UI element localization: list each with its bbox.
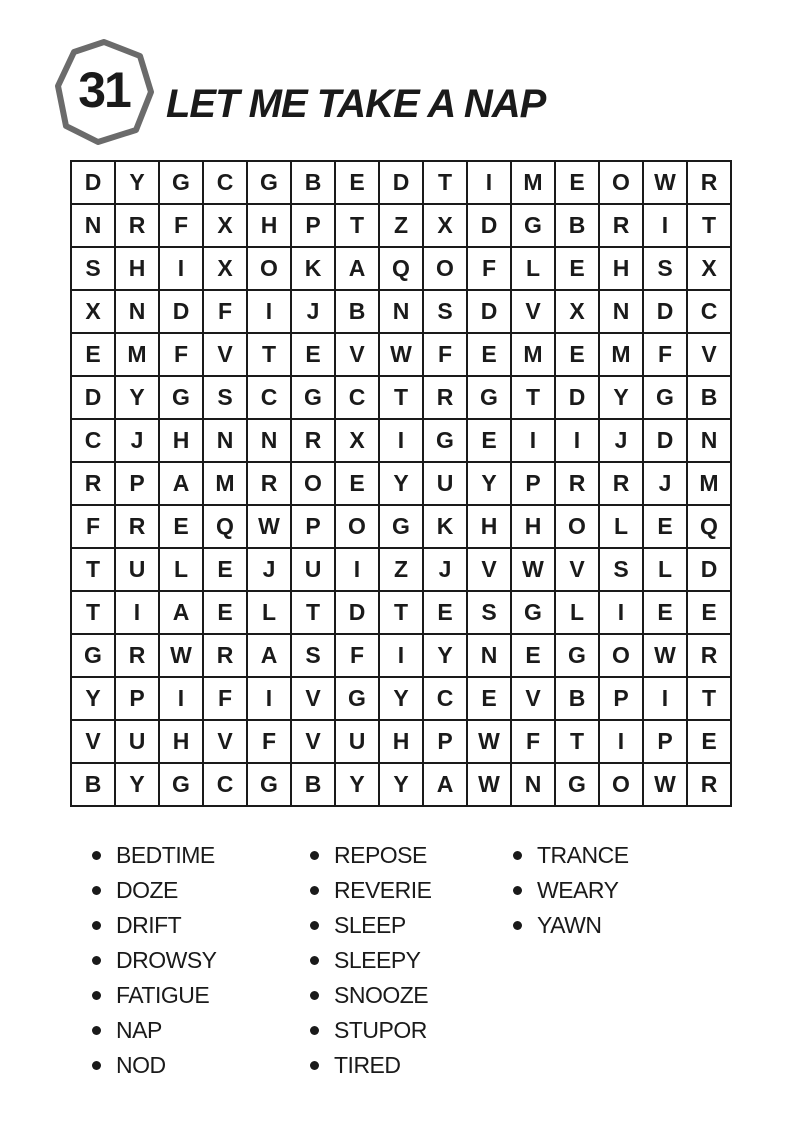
grid-cell: G: [468, 377, 512, 420]
grid-cell: T: [424, 162, 468, 205]
grid-cell: F: [204, 291, 248, 334]
word-list-item: [92, 1048, 217, 1083]
grid-cell: Z: [380, 549, 424, 592]
word-label: REPOSE: [334, 842, 427, 868]
grid-cell: Y: [116, 377, 160, 420]
word-list-item: [310, 838, 431, 873]
grid-cell: R: [116, 506, 160, 549]
grid-cell: I: [336, 549, 380, 592]
grid-cell: N: [468, 635, 512, 678]
grid-cell: L: [644, 549, 688, 592]
bullet-icon: [92, 1061, 101, 1070]
grid-cell: F: [204, 678, 248, 721]
grid-cell: C: [424, 678, 468, 721]
grid-cell: U: [336, 721, 380, 764]
grid-cell: X: [556, 291, 600, 334]
grid-cell: G: [424, 420, 468, 463]
grid-cell: I: [380, 635, 424, 678]
grid-cell: Y: [468, 463, 512, 506]
grid-cell: R: [688, 764, 732, 807]
word-list-item: [513, 838, 629, 873]
bullet-icon: [513, 921, 522, 930]
bullet-icon: [310, 921, 319, 930]
grid-cell: W: [468, 764, 512, 807]
bullet-icon: [310, 851, 319, 860]
grid-cell: F: [160, 334, 204, 377]
grid-cell: D: [556, 377, 600, 420]
grid-cell: V: [204, 721, 248, 764]
grid-cell: N: [688, 420, 732, 463]
grid-cell: R: [292, 420, 336, 463]
grid-cell: B: [336, 291, 380, 334]
bullet-icon: [513, 851, 522, 860]
grid-cell: S: [468, 592, 512, 635]
grid-cell: A: [424, 764, 468, 807]
grid-cell: G: [380, 506, 424, 549]
grid-cell: V: [512, 678, 556, 721]
grid-cell: O: [336, 506, 380, 549]
grid-cell: U: [292, 549, 336, 592]
word-list-item: [310, 873, 431, 908]
grid-cell: I: [644, 678, 688, 721]
grid-cell: P: [116, 678, 160, 721]
grid-cell: P: [292, 205, 336, 248]
grid-cell: R: [688, 162, 732, 205]
grid-cell: T: [556, 721, 600, 764]
grid-cell: G: [644, 377, 688, 420]
grid-cell: U: [116, 721, 160, 764]
grid-cell: N: [116, 291, 160, 334]
word-list-item: [92, 838, 217, 873]
grid-cell: T: [72, 549, 116, 592]
grid-cell: S: [204, 377, 248, 420]
grid-cell: H: [468, 506, 512, 549]
grid-cell: F: [248, 721, 292, 764]
grid-cell: V: [512, 291, 556, 334]
grid-cell: N: [72, 205, 116, 248]
grid-cell: X: [336, 420, 380, 463]
grid-cell: J: [644, 463, 688, 506]
word-label: YAWN: [537, 912, 602, 938]
grid-cell: E: [644, 506, 688, 549]
grid-cell: P: [424, 721, 468, 764]
grid-cell: S: [72, 248, 116, 291]
grid-cell: E: [424, 592, 468, 635]
grid-cell: H: [116, 248, 160, 291]
grid-cell: G: [160, 764, 204, 807]
grid-cell: V: [72, 721, 116, 764]
grid-cell: O: [600, 162, 644, 205]
grid-cell: D: [72, 377, 116, 420]
grid-cell: I: [468, 162, 512, 205]
bullet-icon: [92, 1026, 101, 1035]
grid-cell: D: [468, 291, 512, 334]
grid-cell: P: [644, 721, 688, 764]
grid-cell: J: [292, 291, 336, 334]
grid-cell: V: [292, 721, 336, 764]
grid-cell: E: [72, 334, 116, 377]
grid-cell: E: [556, 334, 600, 377]
grid-cell: I: [600, 721, 644, 764]
bullet-icon: [310, 956, 319, 965]
word-label: TRANCE: [537, 842, 629, 868]
bullet-icon: [310, 886, 319, 895]
grid-cell: C: [336, 377, 380, 420]
word-label: SNOOZE: [334, 982, 429, 1008]
grid-cell: W: [248, 506, 292, 549]
grid-cell: M: [688, 463, 732, 506]
grid-cell: D: [644, 420, 688, 463]
grid-cell: Y: [380, 678, 424, 721]
grid-cell: C: [72, 420, 116, 463]
word-label: DRIFT: [116, 912, 182, 938]
grid-cell: Y: [380, 764, 424, 807]
grid-cell: S: [292, 635, 336, 678]
grid-cell: D: [160, 291, 204, 334]
grid-cell: E: [512, 635, 556, 678]
word-label: DOZE: [116, 877, 178, 903]
grid-cell: F: [72, 506, 116, 549]
grid-cell: B: [292, 162, 336, 205]
grid-cell: M: [116, 334, 160, 377]
grid-cell: Y: [380, 463, 424, 506]
word-list-item: [310, 978, 431, 1013]
grid-cell: Y: [72, 678, 116, 721]
grid-cell: N: [380, 291, 424, 334]
grid-cell: W: [644, 764, 688, 807]
grid-cell: C: [204, 764, 248, 807]
grid-cell: I: [160, 678, 204, 721]
grid-cell: G: [160, 162, 204, 205]
word-list-item: [310, 1048, 431, 1083]
grid-cell: W: [512, 549, 556, 592]
word-list: [0, 838, 800, 1098]
grid-cell: G: [512, 205, 556, 248]
grid-cell: K: [424, 506, 468, 549]
grid-cell: V: [336, 334, 380, 377]
grid-cell: X: [204, 205, 248, 248]
grid-cell: W: [644, 162, 688, 205]
grid-cell: E: [336, 463, 380, 506]
grid-cell: V: [292, 678, 336, 721]
grid-cell: D: [380, 162, 424, 205]
grid-cell: X: [72, 291, 116, 334]
grid-cell: Y: [336, 764, 380, 807]
word-list-item: [513, 873, 629, 908]
grid-cell: E: [556, 162, 600, 205]
puzzle-title: LET ME TAKE A NAP: [166, 82, 546, 126]
grid-cell: V: [556, 549, 600, 592]
word-label: SLEEPY: [334, 947, 421, 973]
grid-cell: L: [556, 592, 600, 635]
grid-cell: U: [424, 463, 468, 506]
grid-cell: J: [116, 420, 160, 463]
grid-cell: Q: [688, 506, 732, 549]
grid-cell: E: [160, 506, 204, 549]
grid-cell: N: [248, 420, 292, 463]
grid-cell: S: [644, 248, 688, 291]
grid-cell: Z: [380, 205, 424, 248]
grid-cell: I: [116, 592, 160, 635]
grid-cell: H: [160, 420, 204, 463]
grid-cell: F: [160, 205, 204, 248]
grid-cell: D: [644, 291, 688, 334]
grid-cell: A: [248, 635, 292, 678]
grid-cell: P: [116, 463, 160, 506]
grid-cell: T: [512, 377, 556, 420]
grid-cell: H: [248, 205, 292, 248]
grid-cell: G: [292, 377, 336, 420]
grid-cell: R: [72, 463, 116, 506]
grid-cell: E: [204, 592, 248, 635]
grid-cell: R: [204, 635, 248, 678]
grid-cell: B: [292, 764, 336, 807]
word-list-item: [513, 908, 629, 943]
grid-cell: I: [556, 420, 600, 463]
grid-cell: E: [468, 334, 512, 377]
grid-cell: C: [688, 291, 732, 334]
word-search-grid: [70, 160, 732, 807]
grid-cell: B: [72, 764, 116, 807]
word-label: NOD: [116, 1052, 166, 1078]
grid-cell: D: [468, 205, 512, 248]
grid-cell: R: [600, 205, 644, 248]
grid-cell: E: [468, 420, 512, 463]
grid-cell: P: [512, 463, 556, 506]
grid-cell: B: [688, 377, 732, 420]
grid-cell: F: [424, 334, 468, 377]
grid-cell: E: [468, 678, 512, 721]
grid-cell: S: [424, 291, 468, 334]
bullet-icon: [310, 1026, 319, 1035]
grid-cell: E: [688, 721, 732, 764]
word-label: WEARY: [537, 877, 619, 903]
grid-cell: L: [248, 592, 292, 635]
word-list-item: [310, 908, 431, 943]
grid-cell: V: [688, 334, 732, 377]
grid-cell: G: [556, 764, 600, 807]
grid-cell: G: [336, 678, 380, 721]
grid-cell: C: [248, 377, 292, 420]
grid-cell: O: [292, 463, 336, 506]
word-label: TIRED: [334, 1052, 401, 1078]
grid-cell: E: [336, 162, 380, 205]
grid-cell: J: [424, 549, 468, 592]
grid-cell: Y: [424, 635, 468, 678]
bullet-icon: [310, 1061, 319, 1070]
grid-cell: E: [556, 248, 600, 291]
grid-cell: A: [160, 592, 204, 635]
grid-cell: I: [512, 420, 556, 463]
grid-cell: Q: [204, 506, 248, 549]
grid-cell: N: [600, 291, 644, 334]
bullet-icon: [92, 921, 101, 930]
bullet-icon: [92, 956, 101, 965]
grid-cell: F: [336, 635, 380, 678]
grid-cell: O: [248, 248, 292, 291]
grid-cell: O: [600, 635, 644, 678]
word-list-item: [310, 1013, 431, 1048]
grid-cell: B: [556, 205, 600, 248]
word-list-item: [92, 1013, 217, 1048]
grid-cell: U: [116, 549, 160, 592]
grid-cell: G: [556, 635, 600, 678]
grid-cell: T: [336, 205, 380, 248]
grid-cell: D: [72, 162, 116, 205]
grid-cell: V: [204, 334, 248, 377]
grid-cell: R: [600, 463, 644, 506]
grid-cell: M: [512, 162, 556, 205]
grid-cell: Q: [380, 248, 424, 291]
grid-cell: O: [556, 506, 600, 549]
grid-cell: R: [116, 205, 160, 248]
grid-cell: G: [512, 592, 556, 635]
bullet-icon: [513, 886, 522, 895]
grid-cell: M: [512, 334, 556, 377]
bullet-icon: [92, 886, 101, 895]
grid-cell: S: [600, 549, 644, 592]
grid-cell: I: [160, 248, 204, 291]
grid-cell: X: [424, 205, 468, 248]
grid-cell: E: [204, 549, 248, 592]
grid-cell: K: [292, 248, 336, 291]
grid-cell: H: [160, 721, 204, 764]
grid-cell: N: [204, 420, 248, 463]
grid-cell: T: [688, 205, 732, 248]
word-list-item: [310, 943, 431, 978]
grid-cell: D: [688, 549, 732, 592]
puzzle-number-badge: [54, 38, 154, 146]
grid-cell: Y: [116, 162, 160, 205]
grid-cell: I: [248, 291, 292, 334]
grid-cell: J: [600, 420, 644, 463]
word-label: DROWSY: [116, 947, 217, 973]
grid-cell: G: [248, 764, 292, 807]
bullet-icon: [310, 991, 319, 1000]
grid-cell: G: [72, 635, 116, 678]
grid-cell: D: [336, 592, 380, 635]
grid-cell: L: [600, 506, 644, 549]
word-label: BEDTIME: [116, 842, 215, 868]
grid-cell: I: [600, 592, 644, 635]
grid-cell: G: [248, 162, 292, 205]
grid-cell: R: [688, 635, 732, 678]
grid-cell: B: [556, 678, 600, 721]
grid-cell: A: [336, 248, 380, 291]
grid-cell: L: [512, 248, 556, 291]
grid-cell: P: [292, 506, 336, 549]
word-label: SLEEP: [334, 912, 406, 938]
grid-cell: T: [292, 592, 336, 635]
grid-cell: F: [512, 721, 556, 764]
grid-cell: L: [160, 549, 204, 592]
grid-cell: E: [292, 334, 336, 377]
grid-cell: H: [380, 721, 424, 764]
grid-cell: R: [116, 635, 160, 678]
word-label: NAP: [116, 1017, 162, 1043]
grid-cell: W: [468, 721, 512, 764]
puzzle-number: 31: [78, 62, 130, 118]
grid-cell: I: [644, 205, 688, 248]
grid-cell: N: [512, 764, 556, 807]
word-list-item: [92, 978, 217, 1013]
grid-cell: O: [600, 764, 644, 807]
grid-cell: E: [688, 592, 732, 635]
grid-cell: W: [160, 635, 204, 678]
grid-cell: T: [72, 592, 116, 635]
grid-cell: R: [248, 463, 292, 506]
grid-cell: H: [600, 248, 644, 291]
grid-cell: X: [204, 248, 248, 291]
grid-cell: G: [160, 377, 204, 420]
word-list-item: [92, 908, 217, 943]
grid-cell: F: [468, 248, 512, 291]
grid-cell: R: [424, 377, 468, 420]
word-label: REVERIE: [334, 877, 432, 903]
grid-cell: E: [644, 592, 688, 635]
grid-cell: Y: [116, 764, 160, 807]
grid-cell: F: [644, 334, 688, 377]
grid-cell: C: [204, 162, 248, 205]
grid-cell: V: [468, 549, 512, 592]
grid-cell: Y: [600, 377, 644, 420]
grid-cell: M: [204, 463, 248, 506]
grid-cell: X: [688, 248, 732, 291]
grid-cell: I: [380, 420, 424, 463]
grid-cell: A: [160, 463, 204, 506]
grid-cell: I: [248, 678, 292, 721]
word-list-column-2: [310, 838, 431, 1083]
grid-cell: T: [380, 377, 424, 420]
word-list-item: [92, 873, 217, 908]
word-label: FATIGUE: [116, 982, 210, 1008]
grid-cell: O: [424, 248, 468, 291]
grid-cell: T: [688, 678, 732, 721]
grid-cell: W: [644, 635, 688, 678]
grid-cell: T: [248, 334, 292, 377]
word-list-column-3: [513, 838, 629, 943]
word-list-item: [92, 943, 217, 978]
grid-cell: J: [248, 549, 292, 592]
grid-cell: R: [556, 463, 600, 506]
word-label: STUPOR: [334, 1017, 427, 1043]
grid-cell: T: [380, 592, 424, 635]
grid-cell: M: [600, 334, 644, 377]
grid-cell: P: [600, 678, 644, 721]
grid-cell: H: [512, 506, 556, 549]
word-list-column-1: [92, 838, 217, 1083]
bullet-icon: [92, 991, 101, 1000]
grid-cell: W: [380, 334, 424, 377]
bullet-icon: [92, 851, 101, 860]
